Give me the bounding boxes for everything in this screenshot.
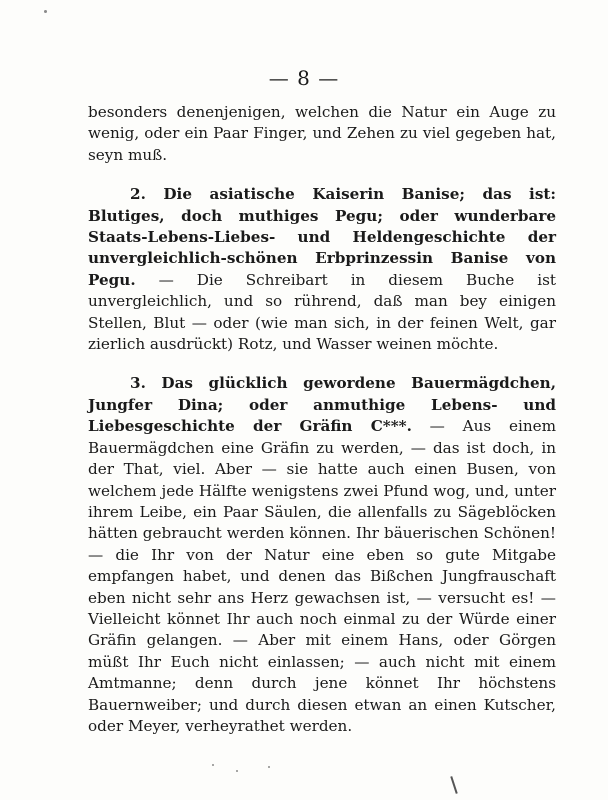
paragraph-entry-2 bbox=[88, 184, 556, 355]
page-body-text bbox=[88, 102, 556, 737]
entry-text: — Die Schreibart in diesem Buche ist unvergleichlich, und so rührend, daß man bey einigen Stellen, Blut — oder (wie man sich, in der feinen Welt, gar zierlich ausdrückt) Rotz, und Wasser weinen möchte. bbox=[88, 270, 556, 354]
scan-speck bbox=[236, 770, 238, 772]
paragraph-text: besonders denenjenigen, welchen die Natur ein Auge zu wenig, oder ein Paar Finger, und Zehen zu viel gegeben hat, seyn muß. bbox=[88, 103, 556, 164]
scan-mark bbox=[450, 776, 457, 794]
scan-speck bbox=[44, 10, 47, 13]
paragraph-continuation bbox=[88, 102, 556, 166]
paragraph-entry-3 bbox=[88, 373, 556, 737]
scan-speck bbox=[212, 764, 214, 766]
page-number: — 8 — bbox=[268, 66, 340, 90]
entry-title: 2. Die asiatische Kaiserin Banise; das ist: Blutiges, doch muthiges Pegu; oder wunderbare Staats-Lebens-Liebes- und Heldengeschichte der unvergleichlich-schönen Erbprinzessin Banise von Pegu. bbox=[88, 185, 556, 289]
entry-text: — Aus einem Bauermägdchen eine Gräfin zu werden, — das ist doch, in der That, viel. Aber — sie hatte auch einen Busen, von welchem jede Hälfte wenigstens zwei Pfund wog, und, unter ihrem Leibe, ein Paar Säulen, die allenfalls zu Sägeblöcken hätten gebraucht werden können. Ihr bäuerischen Schönen! — die Ihr von der Natur eine eben so gute Mitgabe empfangen habet, und denen das Bißchen Jungfrauschaft eben nicht sehr ans Herz gewachsen ist, — versucht es! — Vielleicht könnet Ihr auch noch einmal zu der Würde einer Gräfin gelangen. — Aber mit einem Hans, oder Görgen müßt Ihr Euch nicht einlassen; — auch nicht mit einem Amtmanne; denn durch jene könnet Ihr höchstens Bauernweiber; und durch diesen etwan an einen Kutscher, oder Meyer, verheyrathet werden. bbox=[88, 417, 556, 735]
scan-speck bbox=[268, 766, 270, 768]
entry-title: 3. Das glücklich gewordene Bauermägdchen, Jungfer Dina; oder anmuthige Lebens- und Liebesgeschichte der Gräfin C***. bbox=[88, 374, 556, 436]
